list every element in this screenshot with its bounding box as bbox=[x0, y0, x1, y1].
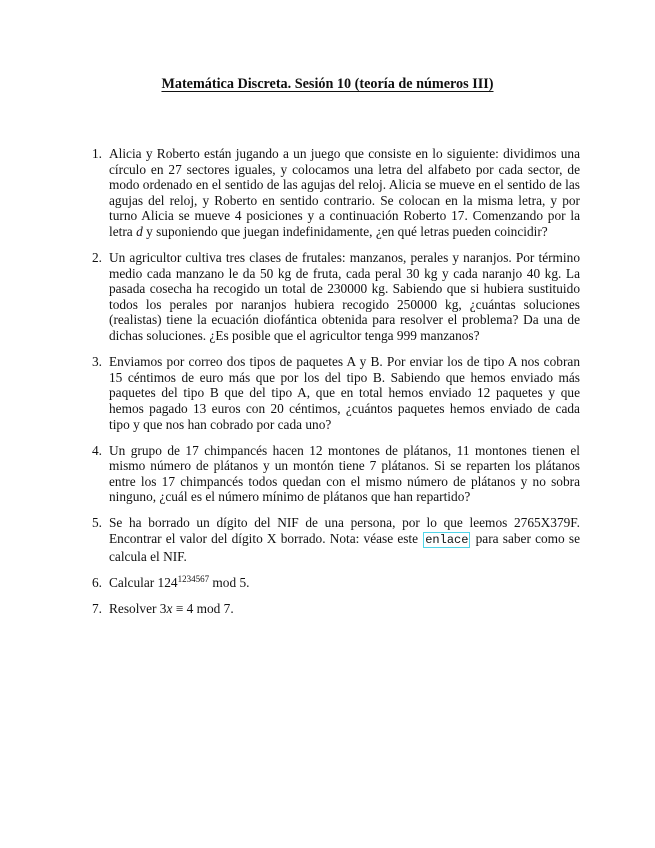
problem-text: Un grupo de 17 chimpancés hacen 12 montones de plátanos, 11 montones tienen el mismo número de plátanos y un montón tiene 7 plátanos. Si se reparten los plátanos entre los 17 chimpancés todos quedan con el mismo número de plátanos y no sobra ninguno, ¿cuál es el número mínimo de plátanos que han repartido? bbox=[109, 442, 580, 505]
problem-text: Enviamos por correo dos tipos de paquetes A y B. Por enviar los de tipo A nos cobran 15 céntimos de euro más que por los del tipo B. Sabiendo que hemos enviado más paquetes del tipo B que del tipo A, que en total hemos enviado 12 paquetes y que hemos pagado 13 euros con 20 céntimos, ¿cuántos paquetes hemos enviado de cada tipo y que nos han cobrado por cada uno? bbox=[109, 354, 580, 432]
problem-number: 2. bbox=[92, 250, 103, 266]
problem-text-after: para saber como se calcula el NIF. bbox=[109, 531, 580, 564]
problem-item bbox=[92, 443, 580, 505]
problem-item bbox=[92, 354, 580, 432]
problem-number: 1. bbox=[92, 146, 103, 161]
problem-list bbox=[92, 146, 580, 627]
problem-text: Un agricultor cultiva tres clases de frutales: manzanos, perales y naranjos. Por término medio cada manzano le da 50 kg de fruta, cada peral 30 kg y cada naranjo 40 kg. La pasada cosecha ha recogido un total de 230000 kg. Sabiendo que si hubiera sustituido todos los perales por naranjos hubiera recogido 250000 kg, ¿cuántas soluciones (realistas) tiene la ecuación diofántica obtenida para resolver el problema? Da una de dichas soluciones. ¿Es posible que el agricultor tenga 999 manzanos? bbox=[109, 250, 580, 344]
problem-text: Alicia y Roberto están jugando a un juego que consiste en lo siguiente: dividimos una círculo en 27 sectores iguales, y colocamos una letra del alfabeto por cada sector, de modo ordenado en el sentido de las agujas del reloj. Alicia se mueve en el sentido de las agujas del reloj, y Roberto en sentido contrario. Se colocan en la misma letra, y por turno Alicia se mueve 4 posiciones y a continuación Roberto 17. Comenzando por la letra bbox=[109, 146, 580, 239]
problem-item bbox=[92, 250, 580, 344]
nif-link[interactable]: enlace bbox=[425, 533, 469, 548]
problem-text-after: y suponiendo que juegan indefinidamente, ¿en qué letras pueden coincidir? bbox=[146, 223, 548, 239]
problem-variable: d bbox=[136, 223, 143, 239]
problem-text-after: mod 5. bbox=[209, 574, 250, 590]
problem-number: 6. bbox=[92, 574, 103, 590]
problem-number: 4. bbox=[92, 442, 103, 458]
problem-text: Calcular 124 bbox=[109, 574, 178, 590]
problem-text: Resolver 3 bbox=[109, 600, 167, 616]
document-title: Matemática Discreta. Sesión 10 (teoría de números III) bbox=[161, 76, 494, 92]
problem-text: Se ha borrado un dígito del NIF de una persona, por lo que leemos 2765X379F. Encontrar el valor del dígito X borrado. Nota: véase este bbox=[109, 515, 580, 547]
problem-item bbox=[92, 575, 580, 591]
problem-item bbox=[92, 146, 580, 240]
problem-number: 7. bbox=[92, 600, 103, 616]
problem-item bbox=[92, 515, 580, 564]
problem-number: 5. bbox=[92, 515, 103, 531]
problem-number: 3. bbox=[92, 354, 103, 370]
problem-variable: x bbox=[166, 600, 173, 616]
problem-item bbox=[92, 601, 580, 617]
problem-text-after: ≡ 4 mod 7. bbox=[175, 600, 234, 616]
exponent: 1234567 bbox=[177, 573, 210, 584]
